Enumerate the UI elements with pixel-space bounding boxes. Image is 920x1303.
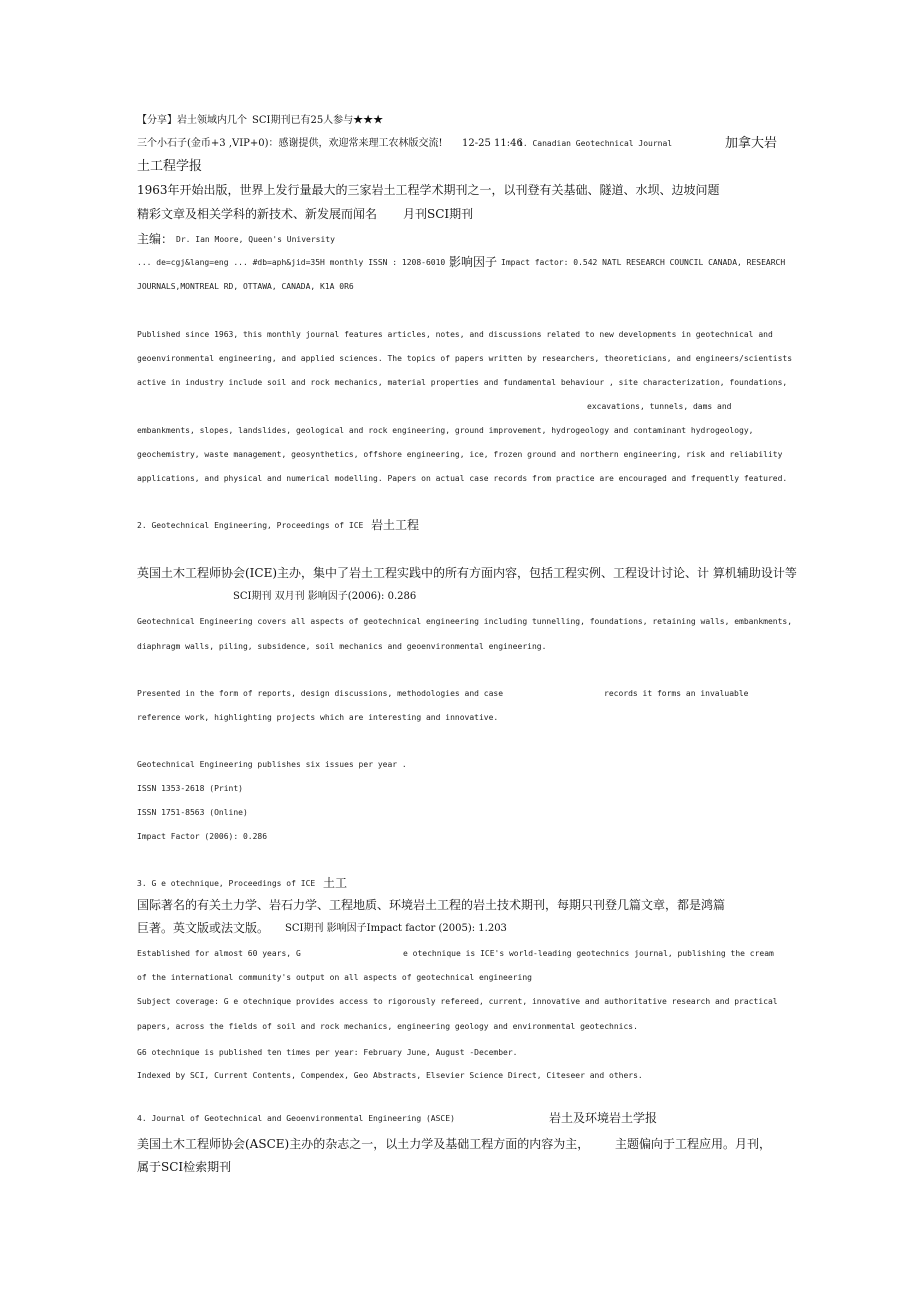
journal-3-subject-2: papers, across the fields of soil and rock mechanics, engineering geology and environmental geotechnics. <box>137 1022 638 1031</box>
journal-1-meta-a: ... de=cgj&lang=eng ... #db=aph&jid=35H monthly ISSN : 1208-6010 <box>137 258 446 267</box>
journal-1-desc-line: geochemistry, waste management, geosynthetics, offshore engineering, ice, frozen ground and northern engineering, risk and reliability <box>137 450 783 459</box>
journal-1-meta-b: Impact factor: 0.542 NATL RESEARCH COUNCIL CANADA, RESEARCH <box>501 258 786 267</box>
journal-1-desc-line: excavations, tunnels, dams and <box>587 402 732 411</box>
journal-4-intro-cn-2: 属于SCI检索期刊 <box>137 1160 232 1174</box>
journal-1-address: JOURNALS,MONTREAL RD, OTTAWA, CANADA, K1A 0R6 <box>137 282 354 291</box>
journal-3-established: Established for almost 60 years, G <box>137 949 301 958</box>
journal-2-presented-b: records it forms an invaluable <box>604 689 749 698</box>
journal-3-publication: G6 otechnique is published ten times per year: February June, August -December. <box>137 1048 518 1057</box>
journal-2-issn-print: ISSN 1353-2618 (Print) <box>137 784 243 793</box>
journal-2-presented: Presented in the form of reports, design discussions, methodologies and case <box>137 689 504 698</box>
journal-1-editor-label: 主编： <box>137 232 174 246</box>
journal-2-intro-cn: 英国土木工程师协会(ICE)主办，集中了岩土工程实践中的所有方面内容，包括工程实例、工程设计讨论、计 算机辅助设计等 <box>137 566 797 580</box>
journal-1-title-cn-cont: 土工程学报 <box>137 159 203 174</box>
journal-1-title: 1. Canadian Geotechnical Journal <box>518 139 673 148</box>
journal-1-editor: Dr. Ian Moore, Queen's University <box>176 235 335 244</box>
post-title-tag: 【分享】岩土领域内几个 <box>137 115 247 126</box>
journal-3-indexed: Indexed by SCI, Current Contents, Compendex, Geo Abstracts, Elsevier Science Direct, Citeseer and others. <box>137 1071 643 1080</box>
journal-3-subject: Subject coverage: G e otechnique provides access to rigorously refereed, current, innovative and authoritative research and practical <box>137 997 778 1006</box>
journal-2-issn-online: ISSN 1751-8563 (Online) <box>137 808 248 817</box>
journal-3-intro-cn-2: 巨著。英文版或法文版。 <box>137 921 270 935</box>
journal-2-sci-line: SCI期刊 双月刊 影响因子(2006): 0.286 <box>233 591 417 602</box>
journal-2-issues: Geotechnical Engineering publishes six issues per year . <box>137 760 407 769</box>
journal-3-heading: 3. G e otechnique, Proceedings of ICE <box>137 879 316 888</box>
journal-1-desc-line: Published since 1963, this monthly journal features articles, notes, and discussions related to new developments in geotechnical and <box>137 330 773 339</box>
journal-4-intro-cn-b: 主题偏向于工程应用。月刊， <box>615 1137 772 1151</box>
journal-4-intro-cn: 美国土木工程师协会(ASCE)主办的杂志之一，以土力学及基础工程方面的内容为主， <box>137 1137 590 1151</box>
journal-3-intro-cn: 国际著名的有关土力学、岩石力学、工程地质、环境岩土工程的岩土技术期刊，每期只刊登几篇文章，都是鸿篇 <box>137 898 726 912</box>
post-timestamp: 12-25 11:46 <box>462 138 523 149</box>
reward-line: 三个小石子(金币+3 ,VIP+0)：感谢提供，欢迎常来理工农林版交流! <box>137 138 443 149</box>
journal-2-presented-2: reference work, highlighting projects which are interesting and innovative. <box>137 713 499 722</box>
journal-2-heading: 2. Geotechnical Engineering, Proceedings of ICE <box>137 521 364 530</box>
journal-2-coverage: Geotechnical Engineering covers all aspects of geotechnical engineering including tunnelling, foundations, retaining walls, embankments, <box>137 617 793 626</box>
journal-3-established-2: of the international community's output on all aspects of geotechnical engineering <box>137 973 532 982</box>
journal-2-heading-cn: 岩土工程 <box>371 518 420 532</box>
post-title: SCI期刊已有25人参与★★★ <box>252 115 384 126</box>
journal-2-coverage-2: diaphragm walls, piling, subsidence, soil mechanics and geoenvironmental engineering. <box>137 642 547 651</box>
journal-3-heading-cn: 土工 <box>323 876 348 890</box>
journal-1-intro-cn: 1963年开始出版，世界上发行量最大的三家岩土工程学术期刊之一，以刊登有关基础、隧道、水坝、边坡问题 <box>137 183 720 197</box>
journal-1-desc-line: geoenvironmental engineering, and applied sciences. The topics of papers written by researchers, theoreticians, and engineers/scientists <box>137 354 793 363</box>
journal-1-title-cn: 加拿大岩 <box>725 136 778 151</box>
journal-2-impact: Impact Factor (2006): 0.286 <box>137 832 268 841</box>
journal-1-desc-line: active in industry include soil and rock mechanics, material properties and fundamental behaviour , site characterization, foundations, <box>137 378 788 387</box>
journal-1-if-label: 影响因子 <box>449 255 498 269</box>
journal-4-heading-cn: 岩土及环境岩土学报 <box>549 1111 658 1125</box>
journal-3-established-b: e otechnique is ICE's world-leading geotechnics journal, publishing the cream <box>403 949 774 958</box>
journal-1-desc-line: applications, and physical and numerical modelling. Papers on actual case records from practice are encouraged and frequently featured. <box>137 474 788 483</box>
journal-1-frequency: 月刊SCI期刊 <box>403 207 474 221</box>
journal-1-desc-line: embankments, slopes, landslides, geological and rock engineering, ground improvement, hydrogeology and contaminant hydrogeology, <box>137 426 754 435</box>
journal-3-sci-line: SCI期刊 影响因子Impact factor (2005): 1.203 <box>285 923 507 934</box>
journal-1-intro-cn-2: 精彩文章及相关学科的新技术、新发展而闻名 <box>137 207 378 221</box>
journal-4-heading: 4. Journal of Geotechnical and Geoenvironmental Engineering (ASCE) <box>137 1114 455 1123</box>
